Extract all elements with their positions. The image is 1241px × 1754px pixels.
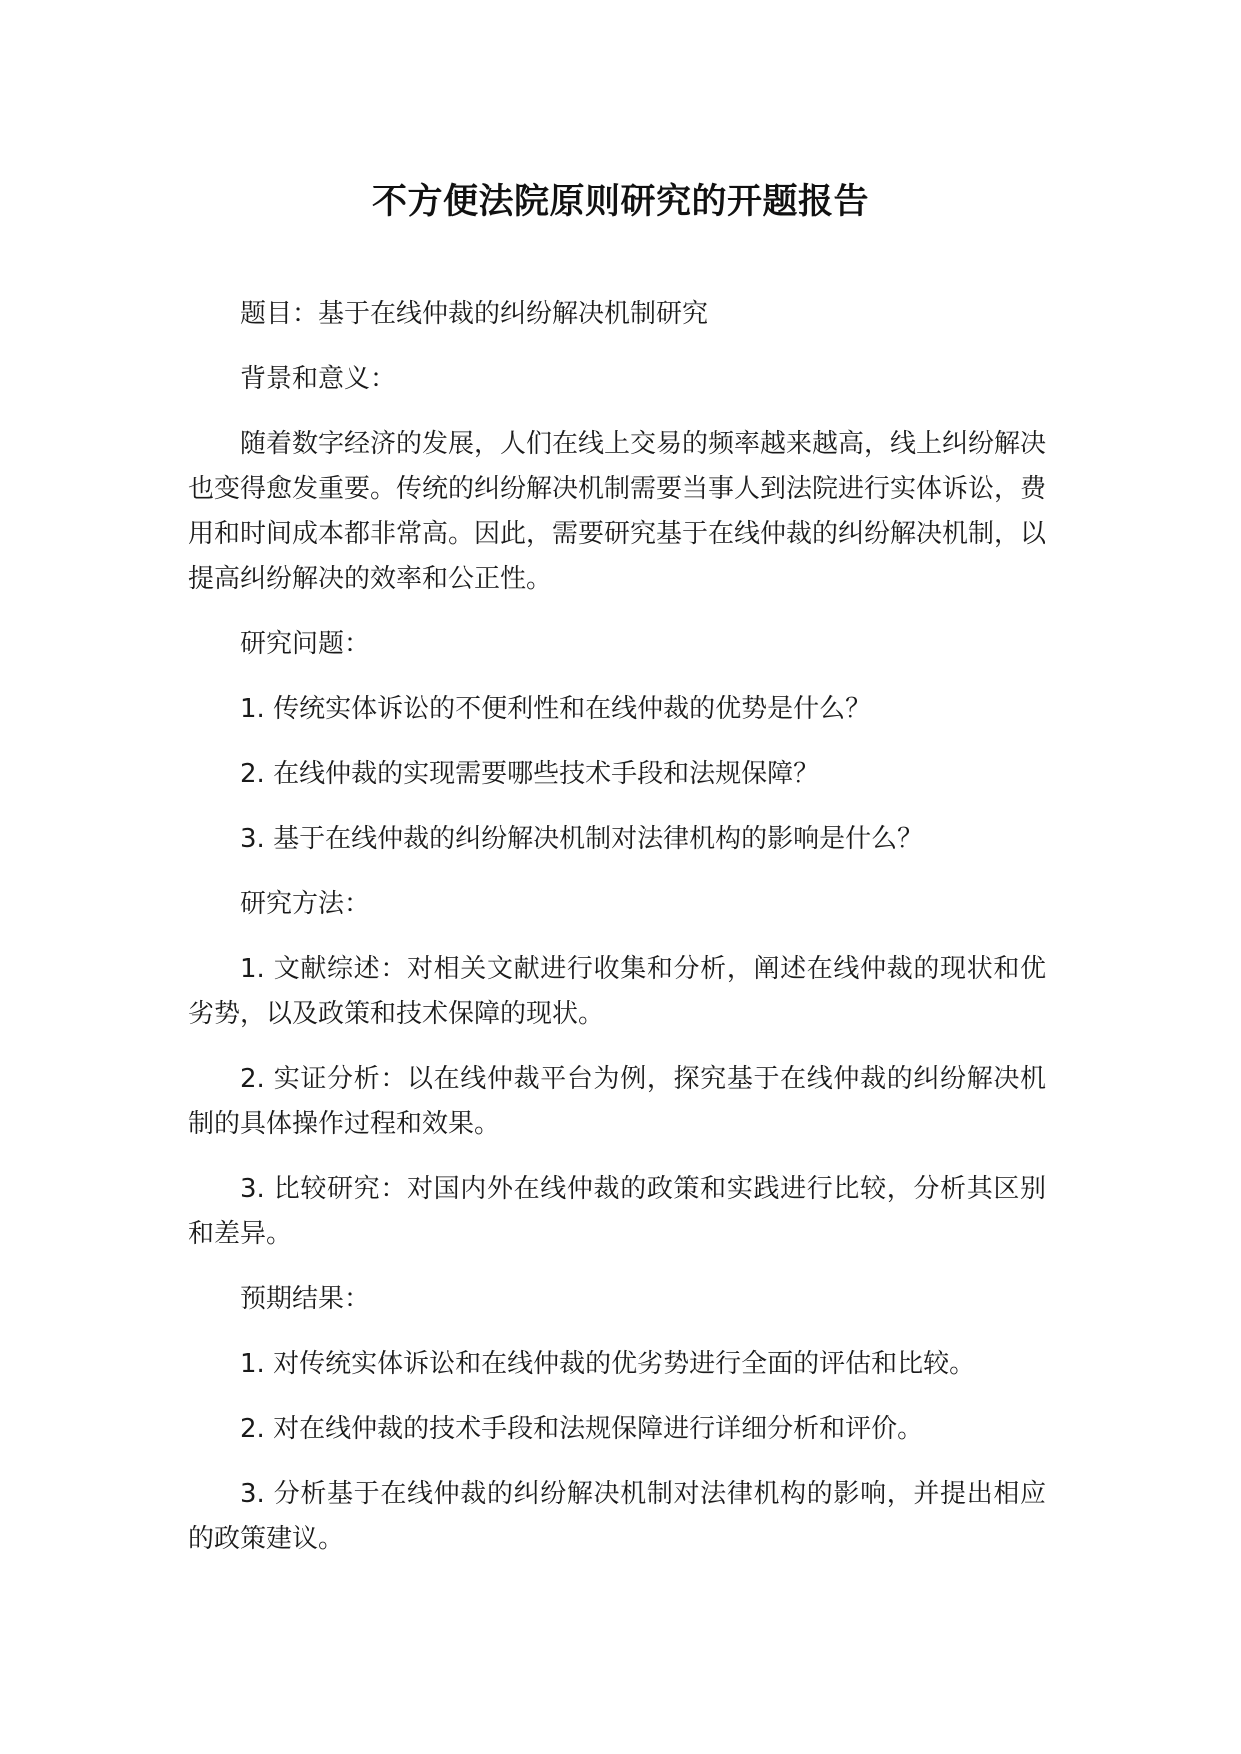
document-body [188, 292, 1046, 1582]
method-item-1: 1. 文献综述：对相关文献进行收集和分析，阐述在线仲裁的现状和优劣势，以及政策和技术保障的现状。 [188, 954, 1046, 1029]
question-item-2: 2. 在线仲裁的实现需要哪些技术手段和法规保障？ [240, 759, 820, 789]
topic-line: 题目：基于在线仲裁的纠纷解决机制研究 [240, 299, 709, 329]
question-item-3: 3. 基于在线仲裁的纠纷解决机制对法律机构的影响是什么？ [240, 824, 924, 854]
section-heading-background: 背景和意义： [240, 364, 397, 394]
section-heading-methods: 研究方法： [240, 889, 371, 919]
document-title: 不方便法院原则研究的开题报告 [371, 182, 869, 222]
result-item-2: 2. 对在线仲裁的技术手段和法规保障进行详细分析和评价。 [240, 1414, 924, 1444]
method-item-2: 2. 实证分析：以在线仲裁平台为例，探究基于在线仲裁的纠纷解决机制的具体操作过程和效果。 [188, 1064, 1046, 1139]
result-item-3: 3. 分析基于在线仲裁的纠纷解决机制对法律机构的影响，并提出相应的政策建议。 [188, 1479, 1046, 1554]
method-item-3: 3. 比较研究：对国内外在线仲裁的政策和实践进行比较，分析其区别和差异。 [188, 1174, 1046, 1249]
section-heading-results: 预期结果： [240, 1284, 371, 1314]
result-item-1: 1. 对传统实体诉讼和在线仲裁的优劣势进行全面的评估和比较。 [240, 1349, 976, 1379]
background-paragraph: 随着数字经济的发展，人们在线上交易的频率越来越高，线上纠纷解决也变得愈发重要。传统的纠纷解决机制需要当事人到法院进行实体诉讼，费用和时间成本都非常高。因此，需要研究基于在线仲裁的纠纷解决机制，以提高纠纷解决的效率和公正性。 [188, 429, 1047, 594]
question-item-1: 1. 传统实体诉讼的不便利性和在线仲裁的优势是什么？ [240, 694, 872, 724]
section-heading-questions: 研究问题： [240, 629, 371, 659]
